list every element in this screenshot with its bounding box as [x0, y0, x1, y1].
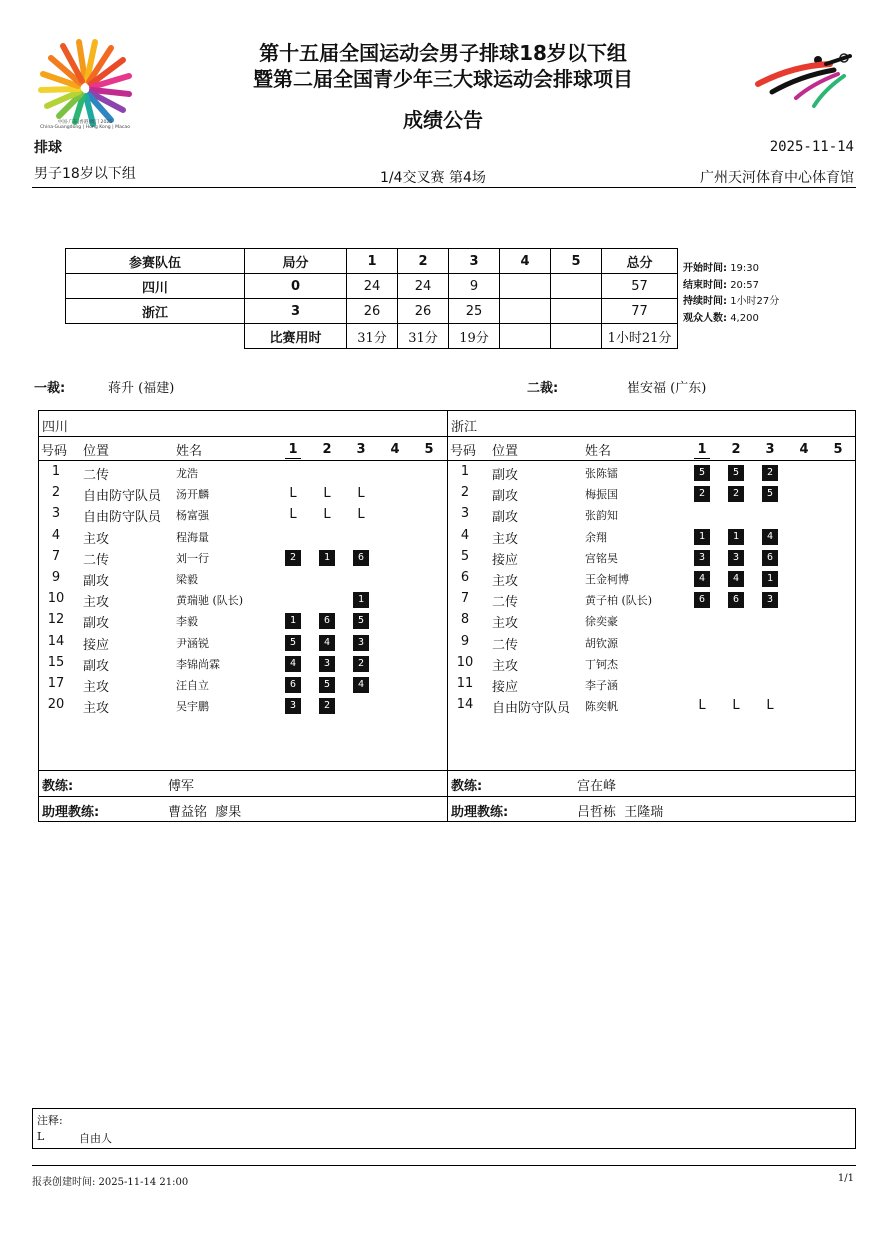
starting-position-badge: 1 [728, 529, 744, 545]
player-number: 5 [460, 548, 470, 564]
first-referee: 蒋升 (福建) [108, 381, 175, 396]
header-set-5: 5 [551, 249, 602, 274]
libero-marker: L [323, 507, 331, 523]
player-number: 2 [51, 485, 61, 501]
starting-position-badge: 3 [319, 656, 335, 672]
starting-position-badge: 2 [285, 550, 301, 566]
libero-marker: L [323, 486, 331, 502]
player-position: 接应 [492, 552, 519, 568]
column-header-number: 号码 [41, 444, 68, 459]
duration-label: 比赛用时 [245, 324, 347, 349]
set-5-duration [551, 324, 602, 349]
audience: 观众人数: 4,200 [683, 313, 759, 324]
player-number: 3 [51, 506, 61, 522]
player-position: 二传 [492, 637, 519, 653]
roster-header-divider [38, 460, 856, 461]
coach-divider [38, 770, 856, 771]
player-number: 1 [51, 464, 61, 479]
total-score: 57 [602, 274, 678, 299]
team-b-coach: 宫在峰 [577, 779, 617, 794]
roster-divider [447, 410, 448, 822]
column-header-number: 号码 [450, 444, 477, 459]
player-name: 汤开麟 [176, 488, 209, 502]
player-position: 自由防守队员 [83, 489, 162, 505]
player-number: 17 [47, 676, 65, 691]
player-position: 自由防守队员 [492, 701, 571, 717]
player-position: 二传 [83, 468, 110, 483]
notes-code: L [37, 1130, 45, 1143]
column-header-name: 姓名 [176, 444, 203, 459]
column-header-position: 位置 [83, 444, 110, 459]
set-1-header-underline [694, 458, 710, 459]
header-total: 总分 [602, 249, 678, 274]
player-number: 9 [51, 570, 61, 585]
player-name: 程海量 [176, 530, 209, 544]
player-position: 主攻 [492, 658, 519, 674]
libero-marker: L [289, 486, 297, 502]
player-name: 龙浩 [176, 467, 198, 480]
starting-position-badge: 4 [353, 677, 369, 693]
starting-position-badge: 3 [762, 592, 778, 608]
player-name: 杨富强 [176, 509, 209, 523]
starting-position-badge: 1 [285, 613, 301, 629]
player-position: 主攻 [83, 595, 110, 611]
starting-position-badge: 2 [319, 698, 335, 714]
player-position: 主攻 [492, 616, 519, 632]
player-number: 2 [460, 485, 470, 501]
starting-position-badge: 6 [694, 592, 710, 608]
team-b-assistants: 吕哲栋 王隆瑞 [577, 805, 664, 820]
set-1-score: 26 [347, 299, 398, 324]
roster-team-divider [38, 436, 856, 437]
starting-position-badge: 3 [353, 635, 369, 651]
team-b-assistant-label: 助理教练: [451, 805, 509, 820]
starting-position-badge: 6 [319, 613, 335, 629]
player-number: 4 [460, 527, 470, 543]
sets-won: 3 [245, 299, 347, 324]
score-table [65, 248, 678, 349]
player-number: 6 [460, 570, 470, 585]
notes-label: 注释: [37, 1114, 63, 1127]
player-position: 接应 [492, 680, 519, 695]
player-number: 14 [456, 697, 474, 713]
total-duration: 1小时21分 [602, 324, 678, 349]
column-header-set-5: 5 [833, 442, 843, 457]
column-header-set-2: 2 [731, 442, 741, 457]
player-name: 余翔 [585, 530, 607, 544]
starting-position-badge: 5 [694, 465, 710, 481]
player-name: 李子涵 [585, 679, 618, 692]
match-date: 2025-11-14 [769, 139, 854, 155]
player-number: 7 [460, 591, 470, 607]
header-set-4: 4 [500, 249, 551, 274]
player-number: 4 [51, 527, 61, 543]
player-number: 3 [460, 506, 470, 522]
second-referee: 崔安福 (广东) [627, 381, 707, 396]
player-name: 梁毅 [176, 573, 198, 586]
age-group: 男子18岁以下组 [34, 166, 136, 182]
player-name: 张韵知 [585, 509, 618, 523]
sport-label: 排球 [34, 140, 62, 156]
starting-position-badge: 6 [353, 550, 369, 566]
starting-position-badge: 1 [694, 529, 710, 545]
player-name: 尹涵锐 [176, 636, 209, 650]
libero-marker: L [698, 698, 706, 714]
player-name: 黄瑞驰 (队长) [176, 594, 244, 608]
page-number: 1/1 [837, 1173, 854, 1184]
player-number: 9 [460, 633, 470, 649]
column-header-set-3: 3 [765, 442, 775, 457]
set-2-duration: 31分 [398, 324, 449, 349]
set-3-score: 9 [449, 274, 500, 299]
starting-position-badge: 4 [762, 529, 778, 545]
column-header-set-1: 1 [697, 442, 707, 457]
player-name: 陈奕帆 [585, 700, 618, 714]
column-header-set-5: 5 [424, 442, 434, 457]
starting-position-badge: 4 [694, 571, 710, 587]
player-position: 副攻 [83, 574, 110, 589]
report-created-time: 报表创建时间: 2025-11-14 21:00 [32, 1177, 189, 1188]
player-name: 吴宇鹏 [176, 700, 209, 714]
player-position: 主攻 [492, 531, 519, 547]
team-a-assistant-label: 助理教练: [42, 805, 100, 820]
column-header-set-3: 3 [356, 442, 366, 457]
player-number: 10 [456, 654, 474, 670]
player-position: 副攻 [492, 489, 519, 505]
column-header-set-1: 1 [288, 442, 298, 457]
starting-position-badge: 3 [694, 550, 710, 566]
starting-position-badge: 5 [353, 613, 369, 629]
player-name: 宫铭昊 [585, 551, 618, 565]
libero-marker: L [766, 698, 774, 714]
set-4-score [500, 299, 551, 324]
player-name: 丁钶杰 [585, 657, 618, 671]
player-position: 主攻 [83, 701, 110, 717]
libero-marker: L [289, 507, 297, 523]
starting-position-badge: 2 [353, 656, 369, 672]
team-a-assistants: 曹益铭 廖果 [168, 805, 242, 820]
column-header-set-2: 2 [322, 442, 332, 457]
team-a-name: 四川 [42, 420, 69, 435]
team-name: 四川 [66, 274, 245, 299]
player-name: 李毅 [176, 615, 198, 629]
page-title: 成绩公告 [403, 108, 483, 132]
title-line-1: 第十五届全国运动会男子排球18岁以下组 [259, 41, 627, 65]
set-5-score [551, 274, 602, 299]
player-position: 主攻 [492, 574, 519, 589]
empty-cell [66, 324, 245, 349]
player-position: 副攻 [83, 616, 110, 632]
player-number: 15 [47, 654, 65, 670]
player-number: 1 [460, 464, 470, 479]
player-position: 副攻 [492, 510, 519, 526]
set-1-duration: 31分 [347, 324, 398, 349]
player-name: 王金柯博 [585, 573, 629, 586]
header-set-3: 3 [449, 249, 500, 274]
header-team: 参赛队伍 [66, 249, 245, 274]
starting-position-badge: 5 [728, 465, 744, 481]
player-position: 接应 [83, 637, 110, 653]
starting-position-badge: 4 [728, 571, 744, 587]
logo-caption: 中国·广东|香港|澳门 2025 China·Guangdong | Hong Kong | Macao [39, 120, 131, 130]
player-name: 张陈镭 [585, 467, 618, 480]
set-3-duration: 19分 [449, 324, 500, 349]
player-name: 黄子柏 (队长) [585, 594, 653, 608]
starting-position-badge: 5 [762, 486, 778, 502]
player-name: 梅振国 [585, 488, 618, 502]
starting-position-badge: 6 [285, 677, 301, 693]
player-name: 徐奕豪 [585, 615, 618, 629]
starting-position-badge: 1 [762, 571, 778, 587]
venue: 广州天河体育中心体育馆 [700, 170, 854, 186]
team-a-coach: 傅军 [168, 779, 195, 794]
starting-position-badge: 2 [694, 486, 710, 502]
libero-marker: L [357, 486, 365, 502]
footer-divider [32, 1165, 856, 1166]
player-name: 刘一行 [176, 551, 209, 565]
team-a-coach-label: 教练: [42, 779, 74, 794]
team-b-name: 浙江 [451, 420, 478, 435]
team-b-coach-label: 教练: [451, 779, 483, 794]
second-referee-label: 二裁: [527, 381, 559, 396]
score-row-team-b [66, 299, 678, 324]
set-2-score: 26 [398, 299, 449, 324]
starting-position-badge: 4 [319, 635, 335, 651]
player-name: 胡钦源 [585, 636, 618, 650]
start-time: 开始时间: 19:30 [683, 263, 760, 274]
first-referee-label: 一裁: [34, 381, 66, 396]
column-header-set-4: 4 [390, 442, 400, 457]
starting-position-badge: 3 [728, 550, 744, 566]
starting-position-badge: 6 [728, 592, 744, 608]
end-time: 结束时间: 20:57 [683, 280, 760, 291]
assistant-divider [38, 796, 856, 797]
player-position: 副攻 [492, 468, 519, 483]
starting-position-badge: 1 [319, 550, 335, 566]
starting-position-badge: 5 [285, 635, 301, 651]
column-header-position: 位置 [492, 444, 519, 459]
player-position: 副攻 [83, 658, 110, 674]
player-position: 主攻 [83, 680, 110, 695]
column-header-name: 姓名 [585, 444, 612, 459]
title-line-2: 暨第二届全国青少年三大球运动会排球项目 [253, 67, 633, 91]
starting-position-badge: 2 [728, 486, 744, 502]
starting-position-badge: 4 [285, 656, 301, 672]
libero-marker: L [732, 698, 740, 714]
player-position: 自由防守队员 [83, 510, 162, 526]
set-4-score [500, 274, 551, 299]
player-number: 10 [47, 591, 65, 607]
player-position: 主攻 [83, 531, 110, 547]
score-row-team-a [66, 274, 678, 299]
total-score: 77 [602, 299, 678, 324]
starting-position-badge: 5 [319, 677, 335, 693]
set-1-score: 24 [347, 274, 398, 299]
player-position: 二传 [492, 595, 519, 611]
volleyball-pictogram-icon [752, 50, 856, 110]
header-divider [32, 187, 856, 188]
player-name: 李锦尚霖 [176, 657, 220, 671]
set-2-score: 24 [398, 274, 449, 299]
set-1-header-underline [285, 458, 301, 459]
set-5-score [551, 299, 602, 324]
score-header-row [66, 249, 678, 274]
player-position: 二传 [83, 552, 110, 568]
header-set-1: 1 [347, 249, 398, 274]
starting-position-badge: 1 [353, 592, 369, 608]
match-duration: 持续时间: 1小时27分 [683, 296, 780, 307]
starting-position-badge: 6 [762, 550, 778, 566]
player-number: 20 [47, 697, 65, 713]
starting-position-badge: 3 [285, 698, 301, 714]
column-header-set-4: 4 [799, 442, 809, 457]
sets-won: 0 [245, 274, 347, 299]
player-number: 8 [460, 612, 470, 628]
header-set-2: 2 [398, 249, 449, 274]
player-number: 7 [51, 548, 61, 564]
duration-row [66, 324, 678, 349]
player-number: 11 [456, 676, 474, 691]
starting-position-badge: 2 [762, 465, 778, 481]
player-number: 14 [47, 633, 65, 649]
notes-box [32, 1108, 856, 1149]
header-sets: 局分 [245, 249, 347, 274]
set-3-score: 25 [449, 299, 500, 324]
match-round: 1/4交叉赛 第4场 [380, 170, 486, 186]
notes-meaning: 自由人 [79, 1132, 112, 1145]
libero-marker: L [357, 507, 365, 523]
player-name: 汪自立 [176, 679, 209, 692]
team-name: 浙江 [66, 299, 245, 324]
set-4-duration [500, 324, 551, 349]
player-number: 12 [47, 612, 65, 628]
